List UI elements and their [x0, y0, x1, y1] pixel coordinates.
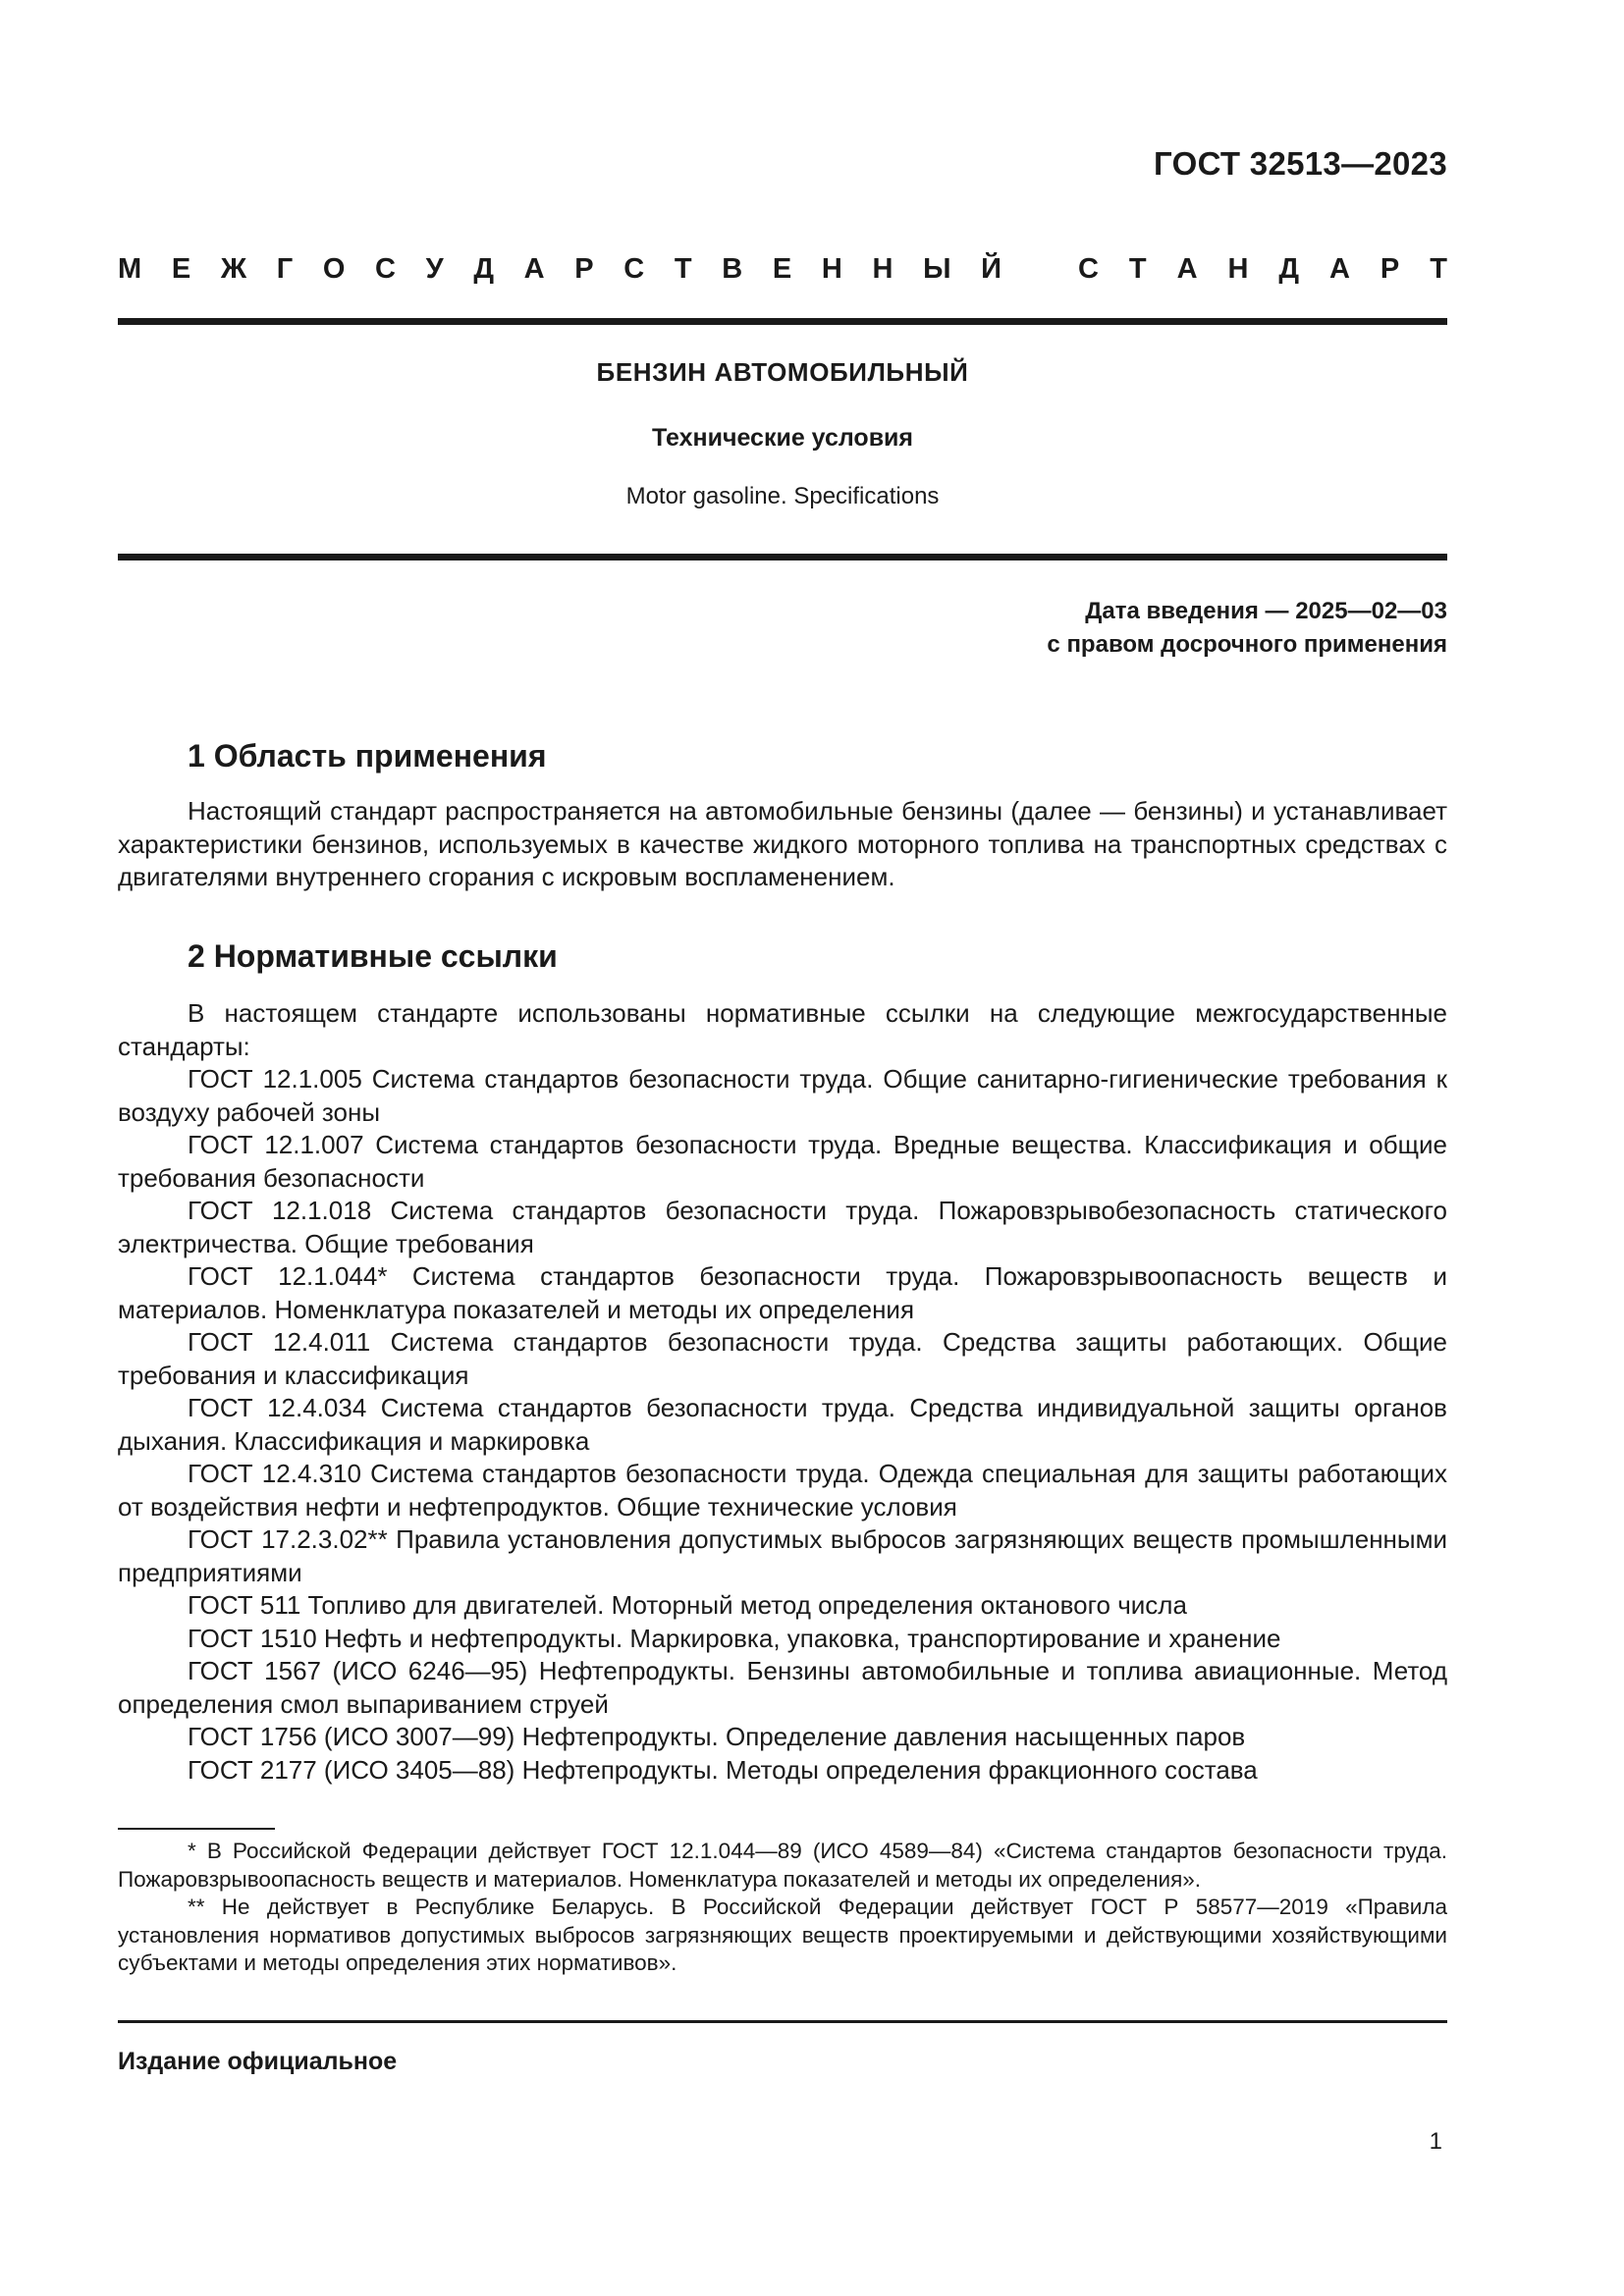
- letter: Д: [473, 253, 495, 285]
- letter: Й: [981, 253, 1001, 285]
- footnote: * В Российской Федерации действует ГОСТ 12.1.044—89 (ИСО 4589—84) «Система стандартов безопасности труда. Пожаровзрывоопасность веществ и материалов. Номенклатура показателей и методы их определения».: [118, 1839, 1447, 1892]
- paragraph: Настоящий стандарт распространяется на автомобильные бензины (далее — бензины) и устанавливает характеристики бензинов, используемых в качестве жидкого моторного топлива на транспортных средствах с двигателями внутреннего сгорания с искровым воспламенением.: [118, 796, 1447, 891]
- section-heading-scope: 1 Область применения: [188, 738, 547, 774]
- reference-item: ГОСТ 12.1.005 Система стандартов безопасности труда. Общие санитарно-гигиенические требования к воздуху рабочей зоны: [118, 1064, 1447, 1127]
- reference-item: ГОСТ 12.4.310 Система стандартов безопасности труда. Одежда специальная для защиты работающих от воздействия нефти и нефтепродуктов. Общие технические условия: [118, 1459, 1447, 1522]
- letter: Е: [171, 253, 191, 285]
- letter: А: [523, 253, 545, 285]
- letter: Т: [1430, 253, 1447, 285]
- section-heading-references: 2 Нормативные ссылки: [188, 938, 558, 974]
- letter: Г: [276, 253, 294, 285]
- letter: О: [322, 253, 346, 285]
- letter: Д: [1278, 253, 1300, 285]
- reference-item: ГОСТ 1567 (ИСО 6246—95) Нефтепродукты. Бензины автомобильные и топлива авиационные. Метод определения смол выпариванием струей: [118, 1656, 1447, 1719]
- official-edition-label: Издание официальное: [118, 2048, 398, 2075]
- reference-item: ГОСТ 17.2.3.02** Правила установления допустимых выбросов загрязняющих веществ промышленными предприятиями: [118, 1524, 1447, 1587]
- document-subtitle: Технические условия: [651, 424, 914, 452]
- letter: Т: [674, 253, 692, 285]
- interstate-word: [118, 253, 1001, 286]
- document-title: БЕНЗИН АВТОМОБИЛЬНЫЙ: [596, 357, 969, 387]
- reference-item: ГОСТ 1510 Нефть и нефтепродукты. Маркировка, упаковка, транспортирование и хранение: [188, 1623, 1281, 1653]
- title-divider: [118, 554, 1447, 561]
- introduction-date-line: Дата введения — 2025—02—03: [1085, 598, 1447, 624]
- reference-item: ГОСТ 12.1.007 Система стандартов безопасности труда. Вредные вещества. Классификация и общие требования безопасности: [118, 1130, 1447, 1193]
- document-title-english: Motor gasoline. Specifications: [625, 483, 940, 509]
- top-divider: [118, 318, 1447, 325]
- letter: Е: [772, 253, 792, 285]
- early-application-line: с правом досрочного применения: [1047, 631, 1447, 658]
- reference-item: ГОСТ 12.4.034 Система стандартов безопасности труда. Средства индивидуальной защиты органов дыхания. Классификация и маркировка: [118, 1393, 1447, 1456]
- reference-item: ГОСТ 12.1.044* Система стандартов безопасности труда. Пожаровзрывоопасность веществ и материалов. Номенклатура показателей и методы их определения: [118, 1261, 1447, 1324]
- page-number: 1: [1429, 2128, 1442, 2155]
- introduction-date: [1047, 595, 1447, 662]
- letter: Н: [821, 253, 842, 285]
- standard-word: [1078, 253, 1447, 286]
- reference-item: ГОСТ 1756 (ИСО 3007—99) Нефтепродукты. Определение давления насыщенных паров: [188, 1722, 1246, 1751]
- paragraph: В настоящем стандарте использованы нормативные ссылки на следующие межгосударственные стандарты:: [118, 998, 1447, 1061]
- letter: Т: [1128, 253, 1147, 285]
- letter: А: [1176, 253, 1198, 285]
- letter: А: [1329, 253, 1350, 285]
- footnote: ** Не действует в Республике Беларусь. В Российской Федерации действует ГОСТ Р 58577—2019 «Правила установления нормативов допустимых выбросов загрязняющих веществ проектируемыми и действующими хозяйствующими субъектами и методы определения этих нормативов».: [118, 1895, 1447, 1975]
- letter: Р: [574, 253, 594, 285]
- interstate-standard-label: [118, 253, 1447, 286]
- letter: Р: [1380, 253, 1400, 285]
- letter: В: [722, 253, 743, 285]
- section-body-references: [118, 997, 1447, 1787]
- letter: Ы: [923, 253, 951, 285]
- footer-divider: [118, 2020, 1447, 2023]
- letter: Н: [872, 253, 893, 285]
- reference-item: ГОСТ 12.1.018 Система стандартов безопасности труда. Пожаровзрывобезопасность статического электричества. Общие требования: [118, 1196, 1447, 1258]
- letter: Ж: [220, 253, 247, 285]
- reference-item: ГОСТ 12.4.011 Система стандартов безопасности труда. Средства защиты работающих. Общие требования и классификация: [118, 1327, 1447, 1390]
- reference-item: ГОСТ 511 Топливо для двигателей. Моторный метод определения октанового числа: [188, 1590, 1187, 1620]
- document-code: ГОСТ 32513—2023: [1154, 145, 1447, 182]
- letter: М: [118, 253, 142, 285]
- letter: С: [623, 253, 645, 285]
- reference-item: ГОСТ 2177 (ИСО 3405—88) Нефтепродукты. Методы определения фракционного состава: [188, 1754, 1258, 1785]
- footnotes: [118, 1838, 1447, 1978]
- letter: С: [375, 253, 396, 285]
- letter: С: [1078, 253, 1099, 285]
- letter: Н: [1227, 253, 1249, 285]
- footnote-separator: [118, 1828, 275, 1830]
- section-body-scope: [118, 795, 1447, 894]
- letter: У: [425, 253, 444, 285]
